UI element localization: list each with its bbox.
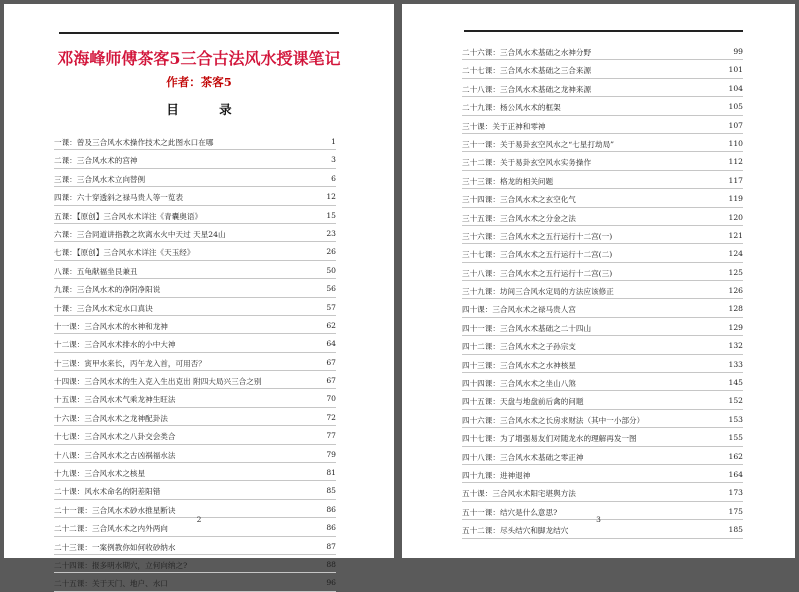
toc-entry-page: 175 [728,506,743,516]
toc-entry-title: 四十七课：为了增强易友们对随龙水的理解再发一图 [462,434,637,444]
toc-entry [462,299,743,317]
toc-entry-page: 119 [728,194,743,204]
toc-entry [54,298,336,316]
toc-entry-title: 三十四课：三合风水术之玄空化气 [462,195,576,205]
toc-entry-page: 64 [326,339,336,349]
toc-entry-title: 一课：曾及三合风水术操作技术之此图水口在哪 [54,138,214,147]
toc-heading: 目 录 [166,102,250,117]
toc-entry-page: 79 [326,449,336,459]
toc-entry [54,371,336,389]
toc-entry-page: 129 [728,322,743,332]
toc-entry-title: 四十三课：三合风水术之水神核星 [462,360,576,370]
toc-entry [462,97,743,115]
toc-entry-page: 107 [728,120,743,130]
toc-entry [462,42,743,60]
left-page [4,4,394,589]
toc-entry-page: 70 [326,394,336,404]
toc-entry [54,426,336,444]
toc-entry-page: 110 [728,138,743,148]
toc-entry [54,463,336,481]
toc-entry-title: 七课：【原创】三合风水术详注《天玉经》 [54,248,195,258]
toc-entry-title: 十四课：三合风水术的生入克入生出克出 附四大局兴三合之别 [54,377,262,387]
toc-entry [462,428,743,446]
toc-entry-page: 121 [728,230,743,240]
toc-entry-page: 99 [733,47,743,56]
toc-entry-title: 六课：三合同道讲指教之坎离水火中天过 天星24山 [54,229,226,239]
toc-entry-title: 二十三课：一案例教你如何收砂纳水 [54,542,176,552]
toc-entry-title: 十二课：三合风水术排水的小中大神 [54,340,176,350]
toc-entry-page: 96 [326,578,336,588]
toc-entry-title: 十九课：三合风水术之核星 [54,469,146,479]
toc-entry-title: 十六课：三合风水术之龙神配卦法 [54,413,168,423]
toc-entry-title: 三十九课：坊间三合风水定局的方法应该修正 [462,287,614,297]
toc-entry-title: 四十课：三合风水术之禄马贵人宫 [462,305,576,315]
toc-entry-title: 二十课：风水术命名的阴差阳错 [54,487,161,497]
toc-entry-title: 三十八课：三合风水术之五行运行十二宫(三) [462,268,613,278]
toc-entry-title: 三课：三合风水术立向替例 [54,174,146,184]
toc-entry-page: 125 [728,267,743,277]
toc-entry-title: 十八课：三合风水术之古凶祸福水法 [54,450,176,460]
toc-entry [462,152,743,170]
toc-entry [54,537,336,555]
toc-entry-title: 十五课：三合风水术气乘龙神生旺法 [54,395,176,405]
toc-entry-page: 173 [728,488,743,498]
toc-entry [462,226,743,244]
toc-entry [54,555,336,573]
toc-entry-title: 十七课：三合风水术之八卦交会类合 [54,432,176,442]
toc-entry-page: 153 [728,414,743,424]
toc-entry-page: 120 [728,212,743,222]
toc-entry-page: 133 [728,359,743,369]
toc-entry-page: 105 [728,102,743,112]
toc-entry-page: 67 [326,357,336,367]
toc-entry [462,189,743,207]
toc-entry-page: 155 [728,433,743,443]
toc-entry-page: 152 [728,396,743,406]
toc-entry-title: 四十九课：进神退神 [462,470,531,480]
header-rule [59,32,339,34]
toc-entry-page: 50 [326,265,336,275]
toc-entry-page: 124 [728,249,743,259]
toc-entry [54,573,336,591]
toc-entry-title: 三十五课：三合风水术之分金之法 [462,213,576,223]
toc-entry-page: 86 [326,504,336,514]
toc-entry-title: 二十九课：杨公风水术的框架 [462,103,561,113]
toc-entry [54,334,336,352]
toc-entry [54,187,336,205]
page-number: 2 [196,515,202,524]
toc-entry-page: 86 [326,523,336,533]
toc-entry [54,224,336,242]
toc-entry-title: 三十七课：三合风水术之五行运行十二宫(二) [462,250,613,260]
toc-entry-title: 四十六课：三合风水术之长房求财法（其中一小部分） [462,415,645,425]
toc-entry-title: 三十一课：关于易卦玄空风水之“七星打劫局” [462,139,615,149]
toc-entry-page: 56 [326,284,336,294]
toc-entry-title: 三十课：关于正神和零神 [462,121,546,131]
toc-entry [54,261,336,279]
toc-entry [462,134,743,152]
toc-entry-title: 十三课：寅甲水来长，丙午龙入首，可用否？ [54,358,206,368]
toc-entry [54,169,336,187]
header-rule [464,30,743,32]
page-number: 3 [596,515,601,524]
toc-entry [54,242,336,260]
toc-entry-page: 85 [326,486,336,496]
toc-entry-title: 二十二课：三合风水术之内外两向 [54,524,168,534]
toc-entry-title: 五十二课：尽头结穴和脚龙结穴 [462,526,569,536]
toc-entry-page: 145 [728,378,743,388]
toc-entry-title: 二十四课：报多明水期穴，立何向纳之? [54,560,188,570]
toc-entry [462,355,743,373]
toc-entry-title: 九课：三合风水术的净阴净阳说 [54,285,161,295]
toc-entry-title: 五十一课：结穴是什么意思? [462,507,558,517]
toc-entry-title: 四十四课：三合风水术之坐山八煞 [462,379,576,389]
toc-entry-page: 104 [728,83,743,93]
toc-entry-title: 二十六课：三合风水术基础之水神分野 [462,48,592,57]
toc-entry [54,316,336,334]
toc-entry-title: 十课：三合风水术定水口真诀 [54,303,153,313]
toc-entry [462,447,743,465]
toc-entry-title: 二课：三合风水术的宫神 [54,156,138,166]
toc-entry [54,150,336,168]
toc-list-right [462,42,743,539]
toc-entry-page: 26 [326,247,336,257]
toc-entry [54,279,336,297]
toc-entry [462,116,743,134]
toc-entry-title: 四课：六十穿透斜之禄马贵人等一览表 [54,193,184,203]
toc-entry [462,410,743,428]
toc-entry [462,79,743,97]
toc-entry-page: 67 [326,376,336,386]
toc-entry [462,483,743,501]
toc-entry [462,373,743,391]
right-page [402,4,795,558]
toc-entry [462,208,743,226]
toc-entry-title: 二十七课：三合风水术基础之三合来源 [462,66,592,76]
toc-entry-title: 三十三课：格龙的相关问题 [462,176,554,186]
toc-entry-page: 81 [326,468,336,478]
toc-entry-page: 117 [728,175,743,185]
toc-entry-page: 3 [331,155,336,165]
toc-entry-title: 三十六课：三合风水术之五行运行十二宫(一) [462,231,613,241]
toc-entry [54,353,336,371]
toc-entry-page: 15 [326,210,336,220]
toc-entry [462,336,743,354]
toc-entry [462,171,743,189]
toc-entry-title: 五十课：三合风水术阳宅堪舆方法 [462,489,576,499]
toc-entry [54,206,336,224]
toc-entry-page: 12 [326,192,336,202]
toc-entry [54,408,336,426]
toc-entry [462,263,743,281]
toc-entry [54,389,336,407]
toc-entry [462,465,743,483]
toc-entry-title: 二十八课：三合风水术基础之龙神来源 [462,84,592,94]
toc-entry-page: 72 [326,412,336,422]
toc-entry-page: 62 [326,320,336,330]
toc-entry-page: 88 [326,559,336,569]
toc-entry-title: 三十二课：关于易卦玄空风水实务操作 [462,158,592,168]
toc-entry-page: 185 [728,525,743,535]
toc-entry-title: 八课：五龟献福坐艮兼丑 [54,266,138,276]
toc-entry [54,445,336,463]
toc-entry-title: 二十一课：三合风水术砂水推星断诀 [54,505,176,515]
toc-entry-page: 164 [728,469,743,479]
toc-entry [54,481,336,499]
toc-entry [462,281,743,299]
toc-entry-page: 77 [326,431,336,441]
toc-entry [462,391,743,409]
toc-entry [54,132,336,150]
toc-entry-page: 6 [331,173,336,183]
toc-entry-page: 23 [326,228,336,238]
document-author: 作者：茶客5 [166,75,232,89]
toc-entry-page: 101 [728,65,743,75]
toc-entry-page: 57 [326,302,336,312]
toc-entry-page: 126 [728,286,743,296]
toc-entry [462,318,743,336]
toc-entry-title: 五课：【原创】三合风水术详注《青囊奥语》 [54,211,203,221]
toc-entry-page: 87 [326,541,336,551]
toc-entry-title: 四十一课：三合风水术基础之二十四山 [462,323,592,333]
toc-entry-title: 二十五课：关于天门、地户、水口 [54,579,168,589]
toc-entry-page: 132 [728,341,743,351]
toc-entry-title: 十一课：三合风水术的水神和龙神 [54,321,168,331]
toc-entry-title: 四十五课：天盘与地盘前后禽的问题 [462,397,584,407]
toc-entry-page: 1 [331,137,336,146]
toc-entry-title: 四十八课：三合风水术基础之零正神 [462,452,584,462]
toc-entry-page: 162 [728,451,743,461]
toc-entry [462,60,743,78]
toc-entry [462,244,743,262]
document-title: 邓海峰师傅茶客5三合古法风水授课笔记 [57,49,341,68]
toc-entry-page: 128 [728,304,743,314]
toc-entry-page: 112 [728,157,743,167]
toc-entry-title: 四十二课：三合风水术之子孙宗支 [462,342,576,352]
